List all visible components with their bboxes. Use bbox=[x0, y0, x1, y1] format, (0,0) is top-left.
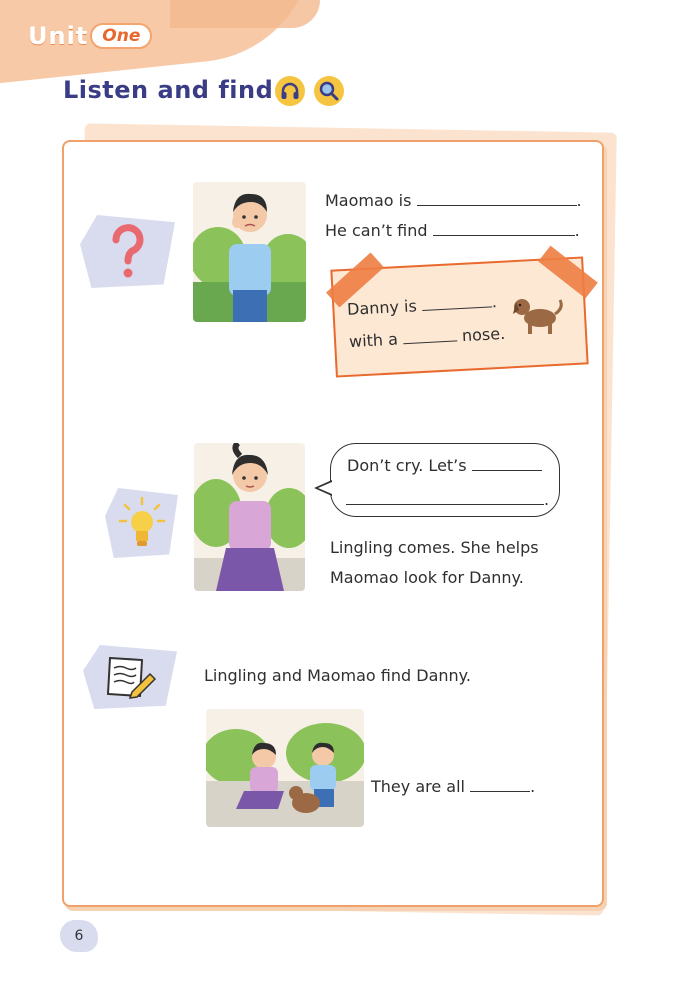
found-danny-picture bbox=[206, 709, 364, 827]
s1-blank2[interactable] bbox=[433, 235, 575, 236]
s1-line2: He can’t find . bbox=[325, 221, 580, 240]
s1-line2-text: He can’t find bbox=[325, 221, 428, 240]
note-blank2[interactable] bbox=[403, 340, 457, 344]
s3-caption: Lingling and Maomao find Danny. bbox=[204, 666, 471, 685]
page-title: Listen and find bbox=[63, 76, 274, 104]
bubble-blank2[interactable] bbox=[346, 504, 544, 505]
s3-blank[interactable] bbox=[470, 791, 530, 792]
speech-bubble-tail-inner bbox=[318, 482, 332, 494]
headphones-icon bbox=[275, 76, 305, 106]
unit-label bbox=[28, 22, 152, 50]
bubble-line1-text: Don’t cry. Let’s bbox=[347, 456, 467, 475]
s1-line1-text: Maomao is bbox=[325, 191, 412, 210]
s2-caption-line1: Lingling comes. She helps bbox=[330, 538, 539, 557]
unit-word: Unit bbox=[28, 22, 89, 50]
page-number: 6 bbox=[60, 920, 98, 952]
dog-icon bbox=[510, 292, 566, 340]
note-line2-a: with a bbox=[348, 329, 399, 352]
s3-result: They are all . bbox=[371, 777, 536, 796]
note-line2-b: nose. bbox=[461, 323, 506, 346]
maomao-crying-picture bbox=[193, 182, 306, 322]
bubble-line1 bbox=[347, 456, 542, 475]
header-banner-strip bbox=[170, 0, 320, 28]
s2-caption-line2: Maomao look for Danny. bbox=[330, 568, 524, 587]
note-pencil-icon bbox=[83, 645, 177, 709]
note-blank1[interactable] bbox=[422, 306, 492, 311]
unit-number: One bbox=[90, 23, 152, 49]
bubble-blank1[interactable] bbox=[472, 470, 542, 471]
bubble-line2: . bbox=[346, 490, 549, 509]
note-line1-text: Danny is bbox=[346, 296, 418, 319]
s1-blank1[interactable] bbox=[417, 205, 577, 206]
question-icon bbox=[80, 215, 175, 288]
note-line1: Danny is . bbox=[346, 292, 498, 319]
magnifier-icon bbox=[314, 76, 344, 106]
lightbulb-icon bbox=[105, 488, 178, 558]
s1-line1: Maomao is . bbox=[325, 191, 582, 210]
lingling-picture bbox=[194, 443, 305, 591]
s3-result-text: They are all bbox=[371, 777, 465, 796]
